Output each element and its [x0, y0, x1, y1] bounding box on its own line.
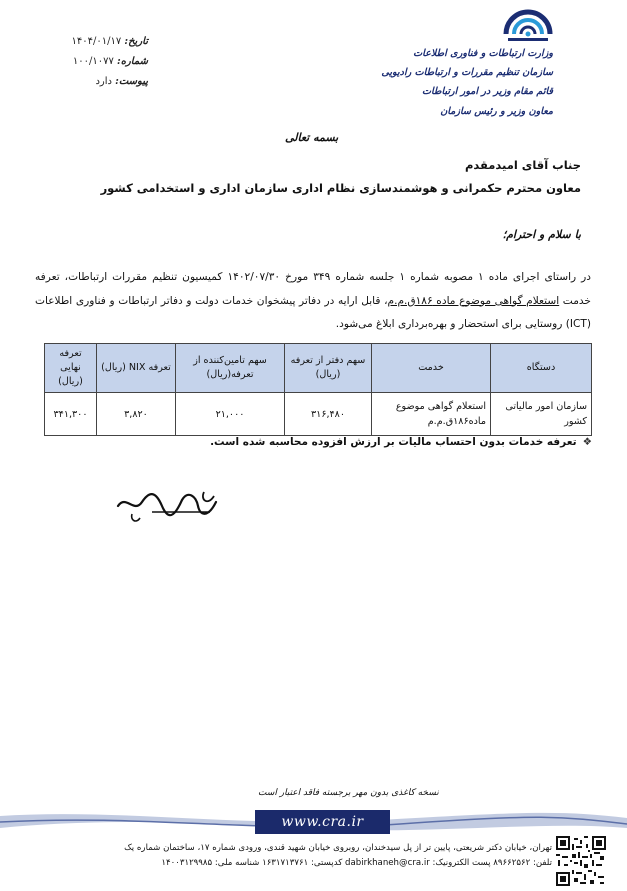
- col-header-final-tariff: تعرفه نهایی (ریال): [45, 344, 97, 393]
- col-header-agency: دستگاه: [491, 344, 592, 393]
- tax-note: [210, 436, 592, 448]
- qr-code: [556, 836, 606, 886]
- cell-agency: سازمان امور مالیاتی کشور: [491, 393, 592, 436]
- number-label: شماره:: [117, 56, 148, 67]
- body-service-name: استعلام گواهی موضوع ماده ۱۸۶ق.م.م: [387, 294, 560, 307]
- recipient-title: معاون محترم حکمرانی و هوشمندسازی نظام اداری سازمان اداری و استخدامی کشور: [100, 181, 581, 195]
- table-header-row: [45, 344, 592, 393]
- cra-logo: [498, 4, 558, 48]
- col-header-nix-tariff: تعرفه NIX (ریال): [97, 344, 176, 393]
- footer-address: تهران، خیابان دکتر شریعتی، پایین تر از پل سیدخندان، روبروی خیابان شهید قندی، ورودی شماره ۱۷، ساختمان شماره یک: [124, 843, 552, 853]
- table-row: [45, 393, 592, 436]
- letter-number: [58, 56, 148, 67]
- tariff-table: [44, 343, 592, 436]
- cell-final-tariff: ۳۴۱,۳۰۰: [45, 393, 97, 436]
- handwritten-signature: [112, 484, 222, 526]
- cell-service: استعلام گواهی موضوع ماده۱۸۶ق.م.م: [372, 393, 491, 436]
- website-url[interactable]: www.cra.ir: [255, 810, 390, 834]
- attachment-label: پیوست:: [115, 76, 148, 87]
- letter-attachment: [58, 76, 148, 87]
- deputy-title: قائم مقام وزیر در امور ارتباطات: [421, 86, 553, 97]
- authenticity-footnote: نسخه کاغذی بدون مهر برجسته فاقد اعتبار است: [258, 788, 439, 798]
- cell-nix-tariff: ۳,۸۲۰: [97, 393, 176, 436]
- body-part-1: در راستای اجرای ماده ۱ مصوبه شماره ۱ جلسه شماره ۳۴۹ مورخ ۱۴۰۲/۰۷/۳۰ کمیسیون تنظیم مقررات ارتباطات، تعرفه خدمت: [35, 271, 591, 307]
- letter-body: [35, 266, 591, 337]
- cell-office-share: ۳۱۶,۴۸۰: [285, 393, 372, 436]
- recipient-name: جناب آقای امیدمقدم: [464, 158, 581, 172]
- date-label: تاریخ:: [124, 36, 148, 47]
- col-header-office-share: سهم دفتر از تعرفه (ریال): [285, 344, 372, 393]
- ministry-name: وزارت ارتباطات و فناوری اطلاعات: [413, 48, 553, 59]
- greeting: با سلام و احترام؛: [502, 228, 581, 241]
- body-part-2: ، قابل ارایه در دفاتر پیشخوان خدمات دولت و دفاتر ارتباطات و فناوری اطلاعات (ICT) روستایی برای استحضار و بهره‌برداری ابلاغ می‌شود.: [35, 294, 591, 330]
- vice-minister-title: معاون وزیر و رئیس سازمان: [440, 106, 553, 117]
- bullet-icon: ❖: [582, 436, 592, 448]
- basmala: بسمه تعالی: [285, 131, 339, 144]
- tax-note-text: تعرفه خدمات بدون احتساب مالیات بر ارزش افزوده محاسبه شده است.: [210, 436, 577, 448]
- footer-contact: تلفن: ۸۹۶۶۲۵۶۲ پست الکترونیک: dabirkhaneh@cra.ir کدپستی: ۱۶۳۱۷۱۳۷۶۱ شناسه ملی: ۱۴۰۰۳۱۲۹۹۸۵: [161, 858, 552, 868]
- number-value: ۱۰۰/۱۰۷۷: [72, 56, 114, 67]
- letter-date: [58, 36, 148, 47]
- organization-name: سازمان تنظیم مقررات و ارتباطات رادیویی: [381, 67, 553, 78]
- attachment-value: دارد: [95, 76, 112, 87]
- col-header-provider-share: سهم تامین‌کننده از تعرفه(ریال): [176, 344, 285, 393]
- cell-provider-share: ۲۱,۰۰۰: [176, 393, 285, 436]
- col-header-service: خدمت: [372, 344, 491, 393]
- date-value: ۱۴۰۴/۰۱/۱۷: [71, 36, 122, 47]
